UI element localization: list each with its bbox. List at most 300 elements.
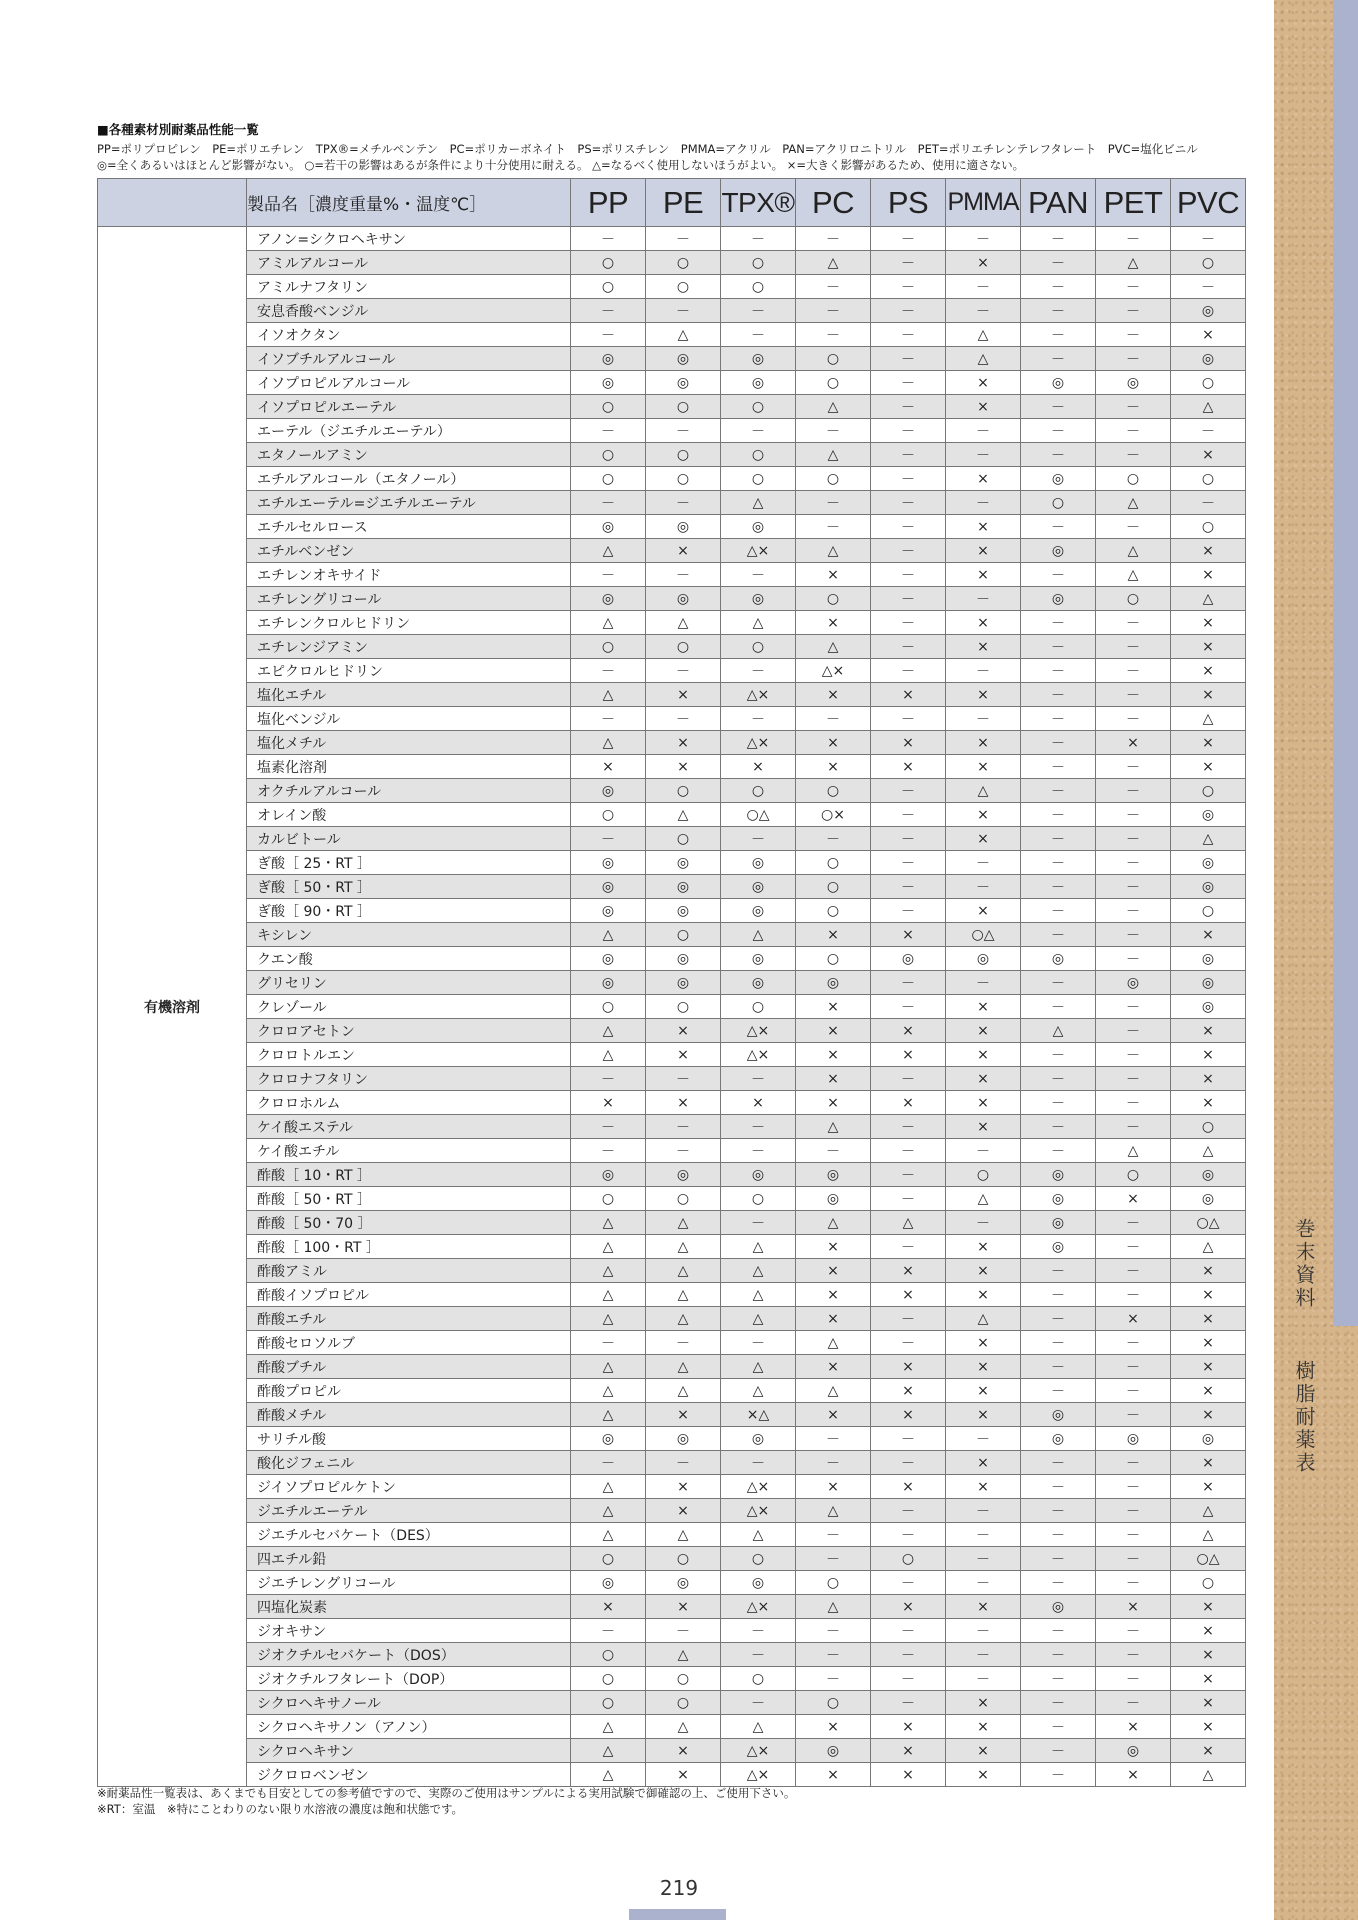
chemical-name-cell: 塩素化溶剤 — [247, 755, 571, 779]
rating-cell: － — [1096, 1115, 1171, 1139]
rating-cell: × — [946, 635, 1021, 659]
rating-cell: － — [1021, 1355, 1096, 1379]
rating-cell: ○ — [571, 443, 646, 467]
rating-cell: △× — [721, 539, 796, 563]
footnote-2: ※RT：室温 ※特にことわりのない限り水溶液の濃度は飽和状態です。 — [97, 1802, 464, 1816]
rating-cell: ◎ — [1021, 539, 1096, 563]
chemical-name-cell: アミルナフタリン — [247, 275, 571, 299]
rating-cell: × — [796, 1235, 871, 1259]
rating-cell: × — [721, 1091, 796, 1115]
rating-cell: － — [1021, 251, 1096, 275]
rating-cell: － — [1021, 1763, 1096, 1787]
chemical-name-cell: 酢酸セロソルブ — [247, 1331, 571, 1355]
section-title: ■各種素材別耐薬品性能一覧 — [97, 122, 259, 137]
rating-cell: ○ — [646, 1187, 721, 1211]
rating-cell: － — [1096, 1619, 1171, 1643]
rating-cell: × — [946, 611, 1021, 635]
chemical-name-cell: イソブチルアルコール — [247, 347, 571, 371]
footnotes — [97, 1785, 795, 1817]
rating-cell: － — [646, 299, 721, 323]
chemical-name-cell: ジエチルセバケート（DES） — [247, 1523, 571, 1547]
rating-cell: － — [1021, 683, 1096, 707]
rating-cell: ◎ — [1096, 971, 1171, 995]
table-row — [98, 1283, 1246, 1307]
rating-cell: × — [1171, 1475, 1246, 1499]
rating-cell: △ — [571, 1235, 646, 1259]
rating-cell: － — [1021, 1067, 1096, 1091]
table-row — [98, 755, 1246, 779]
rating-cell: × — [1171, 923, 1246, 947]
rating-cell: － — [1021, 1043, 1096, 1067]
rating-cell: × — [1171, 755, 1246, 779]
rating-cell: － — [1021, 731, 1096, 755]
table-row — [98, 323, 1246, 347]
rating-cell: × — [1171, 1355, 1246, 1379]
rating-cell: ◎ — [1021, 1235, 1096, 1259]
rating-cell: － — [1021, 227, 1096, 251]
rating-cell: × — [1171, 1715, 1246, 1739]
rating-cell: － — [1021, 1547, 1096, 1571]
table-row — [98, 1475, 1246, 1499]
chemical-name-cell: エチルエーテル=ジエチルエーテル — [247, 491, 571, 515]
rating-cell: － — [1096, 1403, 1171, 1427]
rating-cell: ◎ — [1096, 371, 1171, 395]
rating-cell: △ — [571, 1019, 646, 1043]
rating-cell: ○ — [571, 1187, 646, 1211]
chemical-name-cell: クロロホルム — [247, 1091, 571, 1115]
table-row — [98, 467, 1246, 491]
table-row — [98, 1091, 1246, 1115]
rating-cell: － — [646, 659, 721, 683]
rating-cell: × — [946, 1595, 1021, 1619]
rating-cell: △ — [571, 1043, 646, 1067]
rating-cell: ○△ — [1171, 1211, 1246, 1235]
rating-cell: ○ — [796, 875, 871, 899]
rating-cell: △ — [646, 1715, 721, 1739]
rating-cell: － — [796, 1523, 871, 1547]
rating-cell: － — [721, 227, 796, 251]
rating-cell: × — [1171, 1691, 1246, 1715]
rating-cell: × — [1171, 1043, 1246, 1067]
side-tab-appendix[interactable]: 巻末資料 — [1292, 1218, 1316, 1310]
rating-cell: － — [946, 491, 1021, 515]
rating-cell: × — [796, 755, 871, 779]
rating-cell: △ — [571, 1739, 646, 1763]
rating-cell: △ — [646, 1259, 721, 1283]
rating-cell: ○ — [796, 371, 871, 395]
chemical-name-cell: 酢酸［ 50・70 ］ — [247, 1211, 571, 1235]
rating-cell: △ — [571, 1283, 646, 1307]
rating-cell: △ — [721, 611, 796, 635]
rating-cell: △ — [1171, 587, 1246, 611]
rating-cell: × — [871, 1043, 946, 1067]
rating-cell: × — [1171, 443, 1246, 467]
rating-cell: － — [1171, 491, 1246, 515]
table-row — [98, 899, 1246, 923]
rating-cell: － — [871, 1499, 946, 1523]
rating-cell: △ — [571, 1475, 646, 1499]
rating-cell: ○ — [571, 995, 646, 1019]
rating-cell: ◎ — [571, 515, 646, 539]
rating-cell: × — [796, 923, 871, 947]
rating-cell: △ — [1096, 491, 1171, 515]
rating-cell: △ — [796, 1331, 871, 1355]
chemical-name-cell: イソプロピルエーテル — [247, 395, 571, 419]
rating-cell: ◎ — [646, 851, 721, 875]
rating-cell: ○ — [721, 1667, 796, 1691]
rating-cell: × — [646, 539, 721, 563]
chemical-name-cell: 酢酸エチル — [247, 1307, 571, 1331]
rating-cell: － — [946, 1523, 1021, 1547]
rating-cell: × — [946, 683, 1021, 707]
rating-cell: － — [721, 299, 796, 323]
rating-cell: × — [646, 1019, 721, 1043]
rating-cell: × — [796, 1763, 871, 1787]
rating-cell: △× — [721, 1475, 796, 1499]
rating-cell: × — [871, 1763, 946, 1787]
rating-cell: － — [1096, 443, 1171, 467]
rating-cell: － — [1021, 707, 1096, 731]
rating-cell: × — [646, 1091, 721, 1115]
rating-cell: × — [946, 395, 1021, 419]
rating-cell: △ — [871, 1211, 946, 1235]
rating-cell: － — [1096, 1331, 1171, 1355]
rating-cell: － — [871, 995, 946, 1019]
chemical-name-cell: キシレン — [247, 923, 571, 947]
rating-cell: × — [1171, 683, 1246, 707]
rating-cell: － — [871, 1619, 946, 1643]
rating-cell: △× — [796, 659, 871, 683]
chemical-name-cell: ジエチレングリコール — [247, 1571, 571, 1595]
rating-cell: － — [871, 395, 946, 419]
table-row — [98, 1715, 1246, 1739]
rating-cell: － — [1021, 755, 1096, 779]
rating-cell: △ — [571, 1379, 646, 1403]
table-row — [98, 1595, 1246, 1619]
rating-cell: ◎ — [571, 1427, 646, 1451]
rating-cell: － — [1021, 1523, 1096, 1547]
rating-cell: － — [1096, 1451, 1171, 1475]
chemical-name-cell: ケイ酸エステル — [247, 1115, 571, 1139]
rating-cell: ◎ — [1171, 347, 1246, 371]
rating-cell: － — [1021, 875, 1096, 899]
rating-cell: △ — [946, 323, 1021, 347]
chemical-name-cell: ジクロロベンゼン — [247, 1763, 571, 1787]
rating-cell: ◎ — [721, 515, 796, 539]
rating-cell: × — [646, 683, 721, 707]
rating-cell: ○ — [1096, 1163, 1171, 1187]
rating-cell: ○ — [871, 1547, 946, 1571]
chemical-name-cell: 塩化エチル — [247, 683, 571, 707]
rating-cell: × — [796, 731, 871, 755]
rating-cell: ○ — [646, 443, 721, 467]
rating-cell: × — [1171, 1067, 1246, 1091]
rating-cell: － — [871, 779, 946, 803]
rating-cell: － — [1096, 947, 1171, 971]
rating-cell: ○ — [796, 467, 871, 491]
rating-cell: － — [646, 563, 721, 587]
rating-cell: × — [946, 1739, 1021, 1763]
table-row — [98, 1403, 1246, 1427]
chemical-name-cell: シクロヘキサノール — [247, 1691, 571, 1715]
rating-cell: × — [871, 1475, 946, 1499]
rating-cell: － — [1096, 875, 1171, 899]
material-header-pc: PC — [796, 179, 871, 227]
table-row — [98, 1187, 1246, 1211]
chemical-name-cell: エピクロルヒドリン — [247, 659, 571, 683]
rating-cell: － — [1021, 1715, 1096, 1739]
chemical-name-cell: ジオクチルフタレート（DOP） — [247, 1667, 571, 1691]
rating-cell: － — [1096, 419, 1171, 443]
rating-cell: △ — [571, 1763, 646, 1787]
rating-cell: － — [1096, 1691, 1171, 1715]
rating-cell: － — [871, 299, 946, 323]
rating-cell: △ — [721, 1355, 796, 1379]
rating-cell: ○ — [1096, 587, 1171, 611]
rating-cell: △ — [571, 1499, 646, 1523]
rating-cell: － — [1096, 1379, 1171, 1403]
rating-cell: △× — [721, 1595, 796, 1619]
rating-cell: － — [1096, 995, 1171, 1019]
rating-cell: × — [1171, 563, 1246, 587]
rating-cell: － — [571, 1115, 646, 1139]
rating-cell: ○ — [571, 635, 646, 659]
rating-cell: － — [871, 899, 946, 923]
rating-cell: △ — [571, 1259, 646, 1283]
rating-cell: ◎ — [646, 1427, 721, 1451]
rating-cell: × — [946, 995, 1021, 1019]
rating-cell: ◎ — [871, 947, 946, 971]
rating-cell: △ — [646, 1211, 721, 1235]
rating-cell: － — [1171, 227, 1246, 251]
rating-cell: ○ — [1021, 491, 1096, 515]
rating-cell: △ — [646, 1283, 721, 1307]
rating-cell: ◎ — [646, 899, 721, 923]
rating-cell: △ — [646, 803, 721, 827]
rating-cell: － — [1021, 1259, 1096, 1283]
table-row — [98, 1427, 1246, 1451]
table-row — [98, 635, 1246, 659]
rating-cell: － — [721, 1331, 796, 1355]
rating-cell: ◎ — [1021, 947, 1096, 971]
material-header-pan: PAN — [1021, 179, 1096, 227]
rating-cell: × — [646, 1043, 721, 1067]
rating-cell: × — [1096, 1307, 1171, 1331]
table-row — [98, 731, 1246, 755]
rating-cell: × — [946, 563, 1021, 587]
rating-cell: － — [1096, 1523, 1171, 1547]
rating-cell: △ — [796, 395, 871, 419]
rating-cell: × — [946, 1451, 1021, 1475]
rating-cell: × — [871, 1355, 946, 1379]
rating-cell: － — [796, 1667, 871, 1691]
rating-cell: ○ — [571, 803, 646, 827]
rating-cell: － — [946, 419, 1021, 443]
table-row — [98, 923, 1246, 947]
rating-cell: － — [1096, 1043, 1171, 1067]
table-row — [98, 827, 1246, 851]
rating-cell: × — [1171, 659, 1246, 683]
rating-cell: － — [1021, 443, 1096, 467]
rating-cell: × — [646, 1763, 721, 1787]
rating-cell: － — [871, 1643, 946, 1667]
rating-cell: ◎ — [1021, 1211, 1096, 1235]
rating-cell: ◎ — [571, 851, 646, 875]
rating-cell: － — [646, 1115, 721, 1139]
rating-cell: ◎ — [646, 875, 721, 899]
rating-cell: － — [1021, 1307, 1096, 1331]
rating-cell: － — [946, 1499, 1021, 1523]
rating-cell: － — [871, 1307, 946, 1331]
material-header-tpx: TPX® — [721, 179, 796, 227]
rating-cell: × — [796, 1307, 871, 1331]
rating-cell: － — [1096, 803, 1171, 827]
rating-cell: × — [796, 611, 871, 635]
rating-cell: ○ — [796, 947, 871, 971]
table-row — [98, 875, 1246, 899]
rating-cell: － — [871, 1187, 946, 1211]
rating-cell: ○ — [721, 275, 796, 299]
rating-cell: △ — [646, 611, 721, 635]
chemical-name-cell: シクロヘキサノン（アノン） — [247, 1715, 571, 1739]
rating-cell: ○ — [646, 275, 721, 299]
rating-cell: ○ — [646, 1691, 721, 1715]
rating-cell: － — [1021, 299, 1096, 323]
rating-cell: × — [796, 1067, 871, 1091]
table-row — [98, 659, 1246, 683]
rating-cell: ◎ — [1021, 587, 1096, 611]
rating-cell: － — [571, 827, 646, 851]
chemical-name-cell: ケイ酸エチル — [247, 1139, 571, 1163]
rating-cell: － — [1096, 923, 1171, 947]
chemical-name-cell: エチレンジアミン — [247, 635, 571, 659]
rating-cell: － — [721, 563, 796, 587]
rating-cell: ○ — [1171, 467, 1246, 491]
material-header-ps: PS — [871, 179, 946, 227]
rating-cell: － — [571, 1451, 646, 1475]
table-row — [98, 1619, 1246, 1643]
table-row — [98, 563, 1246, 587]
rating-cell: － — [1021, 1643, 1096, 1667]
rating-cell: ◎ — [721, 1427, 796, 1451]
rating-cell: ◎ — [721, 587, 796, 611]
rating-cell: － — [946, 1427, 1021, 1451]
rating-cell: － — [646, 1451, 721, 1475]
rating-cell: － — [1021, 1091, 1096, 1115]
table-row — [98, 227, 1246, 251]
rating-cell: － — [1096, 1091, 1171, 1115]
rating-cell: － — [646, 227, 721, 251]
chemical-name-cell: 安息香酸ベンジル — [247, 299, 571, 323]
rating-cell: － — [871, 971, 946, 995]
rating-cell: － — [1096, 707, 1171, 731]
rating-cell: × — [871, 1091, 946, 1115]
rating-cell: ◎ — [721, 371, 796, 395]
rating-cell: － — [946, 227, 1021, 251]
rating-cell: × — [796, 1355, 871, 1379]
rating-cell: △ — [796, 1379, 871, 1403]
rating-cell: × — [1171, 1379, 1246, 1403]
rating-cell: × — [646, 1475, 721, 1499]
rating-cell: － — [871, 1427, 946, 1451]
rating-cell: － — [871, 1691, 946, 1715]
rating-cell: △ — [571, 683, 646, 707]
table-row — [98, 1019, 1246, 1043]
page-number: 219 — [659, 1876, 699, 1900]
rating-cell: － — [1021, 803, 1096, 827]
chemical-name-cell: クロロアセトン — [247, 1019, 571, 1043]
chemical-name-cell: グリセリン — [247, 971, 571, 995]
table-row — [98, 443, 1246, 467]
table-row — [98, 1739, 1246, 1763]
table-row — [98, 371, 1246, 395]
rating-cell: － — [721, 1115, 796, 1139]
rating-cell: × — [796, 1715, 871, 1739]
rating-cell: ○ — [796, 779, 871, 803]
rating-cell: △ — [1171, 1499, 1246, 1523]
rating-cell: － — [1021, 395, 1096, 419]
rating-cell: △ — [1171, 1235, 1246, 1259]
table-row — [98, 995, 1246, 1019]
rating-cell: △ — [946, 347, 1021, 371]
material-header-pp: PP — [571, 179, 646, 227]
rating-cell: ○ — [1171, 371, 1246, 395]
rating-cell: ◎ — [571, 947, 646, 971]
side-tab-strip — [1333, 0, 1358, 1326]
rating-cell: ◎ — [721, 947, 796, 971]
rating-cell: × — [946, 899, 1021, 923]
rating-cell: ○ — [646, 1547, 721, 1571]
rating-cell: × — [796, 1019, 871, 1043]
rating-cell: ◎ — [796, 1739, 871, 1763]
rating-cell: ○ — [721, 1187, 796, 1211]
rating-cell: － — [646, 1067, 721, 1091]
rating-cell: △ — [721, 1715, 796, 1739]
table-row — [98, 395, 1246, 419]
rating-cell: ◎ — [646, 947, 721, 971]
rating-cell: × — [946, 1067, 1021, 1091]
rating-cell: － — [796, 1643, 871, 1667]
rating-cell: － — [946, 1619, 1021, 1643]
rating-cell: － — [1021, 827, 1096, 851]
rating-cell: － — [871, 371, 946, 395]
rating-cell: － — [646, 1331, 721, 1355]
chemical-name-cell: 四エチル鉛 — [247, 1547, 571, 1571]
rating-cell: ◎ — [571, 1163, 646, 1187]
table-row — [98, 1211, 1246, 1235]
rating-cell: － — [721, 1619, 796, 1643]
rating-cell: － — [1021, 851, 1096, 875]
rating-cell: △ — [571, 539, 646, 563]
rating-cell: ○ — [1171, 251, 1246, 275]
rating-cell: － — [1096, 611, 1171, 635]
rating-cell: ◎ — [1171, 1163, 1246, 1187]
rating-cell: △ — [796, 251, 871, 275]
rating-cell: × — [946, 1091, 1021, 1115]
rating-cell: － — [1021, 611, 1096, 635]
rating-cell: － — [871, 467, 946, 491]
rating-cell: － — [1096, 323, 1171, 347]
rating-cell: △ — [571, 1523, 646, 1547]
rating-cell: ○ — [721, 395, 796, 419]
rating-cell: － — [871, 611, 946, 635]
rating-cell: × — [946, 827, 1021, 851]
rating-cell: － — [1021, 659, 1096, 683]
side-tab-resin-chemical-table[interactable]: 樹脂耐薬表 — [1292, 1359, 1316, 1475]
table-row — [98, 275, 1246, 299]
rating-cell: × — [946, 1259, 1021, 1283]
chemical-name-cell: 塩化ベンジル — [247, 707, 571, 731]
